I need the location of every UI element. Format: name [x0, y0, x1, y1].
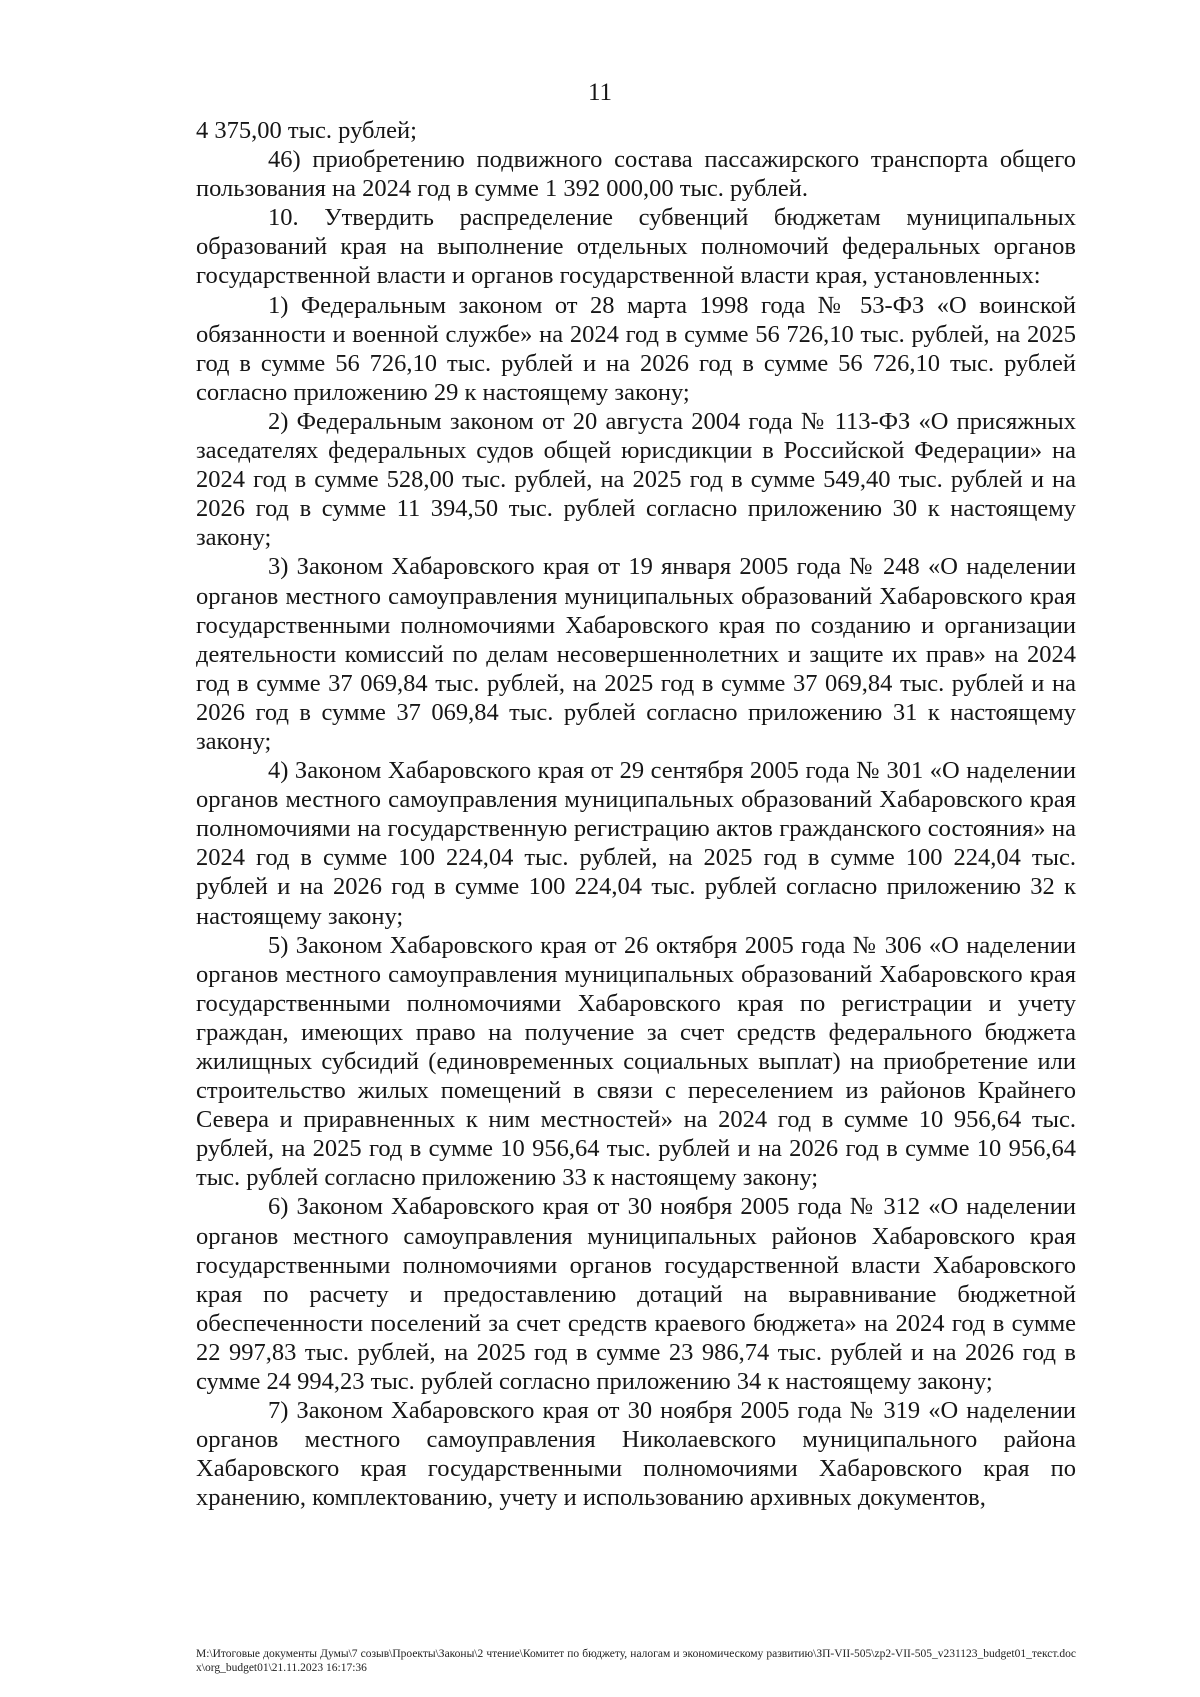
paragraph-item-10: 10. Утвердить распределение субвенций бюджетам муниципальных образований края на выполнение отдельных полномочий федеральных органов государственной власти и органов государственной власти края, установленных:: [196, 204, 1076, 290]
paragraph-subitem-1: 1) Федеральным законом от 28 марта 1998 года № 53-ФЗ «О воинской обязанности и военной службе» на 2024 год в сумме 56 726,10 тыс. рублей, на 2025 год в сумме 56 726,10 тыс. рублей и на 2026 год в сумме 56 726,10 тыс. рублей согласно приложению 29 к настоящему закону;: [196, 291, 1076, 406]
paragraph-subitem-4: 4) Законом Хабаровского края от 29 сентября 2005 года № 301 «О наделении органов местного самоуправления муниципальных образований Хабаровского края полномочиями на государственную регистрацию актов гражданского состояния» на 2024 год в сумме 100 224,04 тыс. рублей, на 2025 год в сумме 100 224,04 тыс. рублей и на 2026 год в сумме 100 224,04 тыс. рублей согласно приложению 32 к настоящему закону;: [196, 757, 1076, 930]
paragraph-subitem-5: 5) Законом Хабаровского края от 26 октября 2005 года № 306 «О наделении органов местного самоуправления муниципальных образований Хабаровского края государственными полномочиями Хабаровского края по регистрации и учету граждан, имеющих право на получение за счет средств федерального бюджета жилищных субсидий (единовременных социальных выплат) на приобретение или строительство жилых помещений в связи с переселением из районов Крайнего Севера и приравненных к ним местностей» на 2024 год в сумме 10 956,64 тыс. рублей, на 2025 год в сумме 10 956,64 тыс. рублей и на 2026 год в сумме 10 956,64 тыс. рублей согласно приложению 33 к настоящему закону;: [196, 931, 1076, 1192]
file-path-footer: M:\Итоговые документы Думы\7 созыв\Проекты\Законы\2 чтение\Комитет по бюджету, налогам и экономическому развитию\ЗП-VII-505\zp2-VII-505_v231123_budget01_текст.docx\org_budget01\21.11.2023 16:17:36: [196, 1648, 1076, 1674]
paragraph-subitem-3: 3) Законом Хабаровского края от 19 января 2005 года № 248 «О наделении органов местного самоуправления муниципальных образований Хабаровского края государственными полномочиями Хабаровского края по созданию и организации деятельности комиссий по делам несовершеннолетних и защите их прав» на 2024 год в сумме 37 069,84 тыс. рублей, на 2025 год в сумме 37 069,84 тыс. рублей и на 2026 год в сумме 37 069,84 тыс. рублей согласно приложению 31 к настоящему закону;: [196, 553, 1076, 755]
paragraph-subitem-7: 7) Законом Хабаровского края от 30 ноября 2005 года № 319 «О наделении органов местного самоуправления Николаевского муниципального района Хабаровского края государственными полномочиями Хабаровского края по хранению, комплектованию, учету и использованию архивных документов,: [196, 1397, 1076, 1512]
page-number: 11: [587, 79, 613, 106]
document-body: [196, 116, 1076, 1513]
paragraph-subitem-2: 2) Федеральным законом от 20 августа 2004 года № 113-ФЗ «О присяжных заседателях федеральных судов общей юрисдикции в Российской Федерации» на 2024 год в сумме 528,00 тыс. рублей, на 2025 год в сумме 549,40 тыс. рублей и на 2026 год в сумме 11 394,50 тыс. рублей согласно приложению 30 к настоящему закону;: [196, 407, 1076, 552]
paragraph-item-46: 46) приобретению подвижного состава пассажирского транспорта общего пользования на 2024 год в сумме 1 392 000,00 тыс. рублей.: [196, 146, 1076, 203]
paragraph-continuation: 4 375,00 тыс. рублей;: [196, 117, 417, 144]
paragraph-subitem-6: 6) Законом Хабаровского края от 30 ноября 2005 года № 312 «О наделении органов местного самоуправления муниципальных районов Хабаровского края государственными полномочиями органов государственной власти Хабаровского края по расчету и предоставлению дотаций на выравнивание бюджетной обеспеченности поселений за счет средств краевого бюджета» на 2024 год в сумме 22 997,83 тыс. рублей, на 2025 год в сумме 23 986,74 тыс. рублей и на 2026 год в сумме 24 994,23 тыс. рублей согласно приложению 34 к настоящему закону;: [196, 1193, 1076, 1396]
